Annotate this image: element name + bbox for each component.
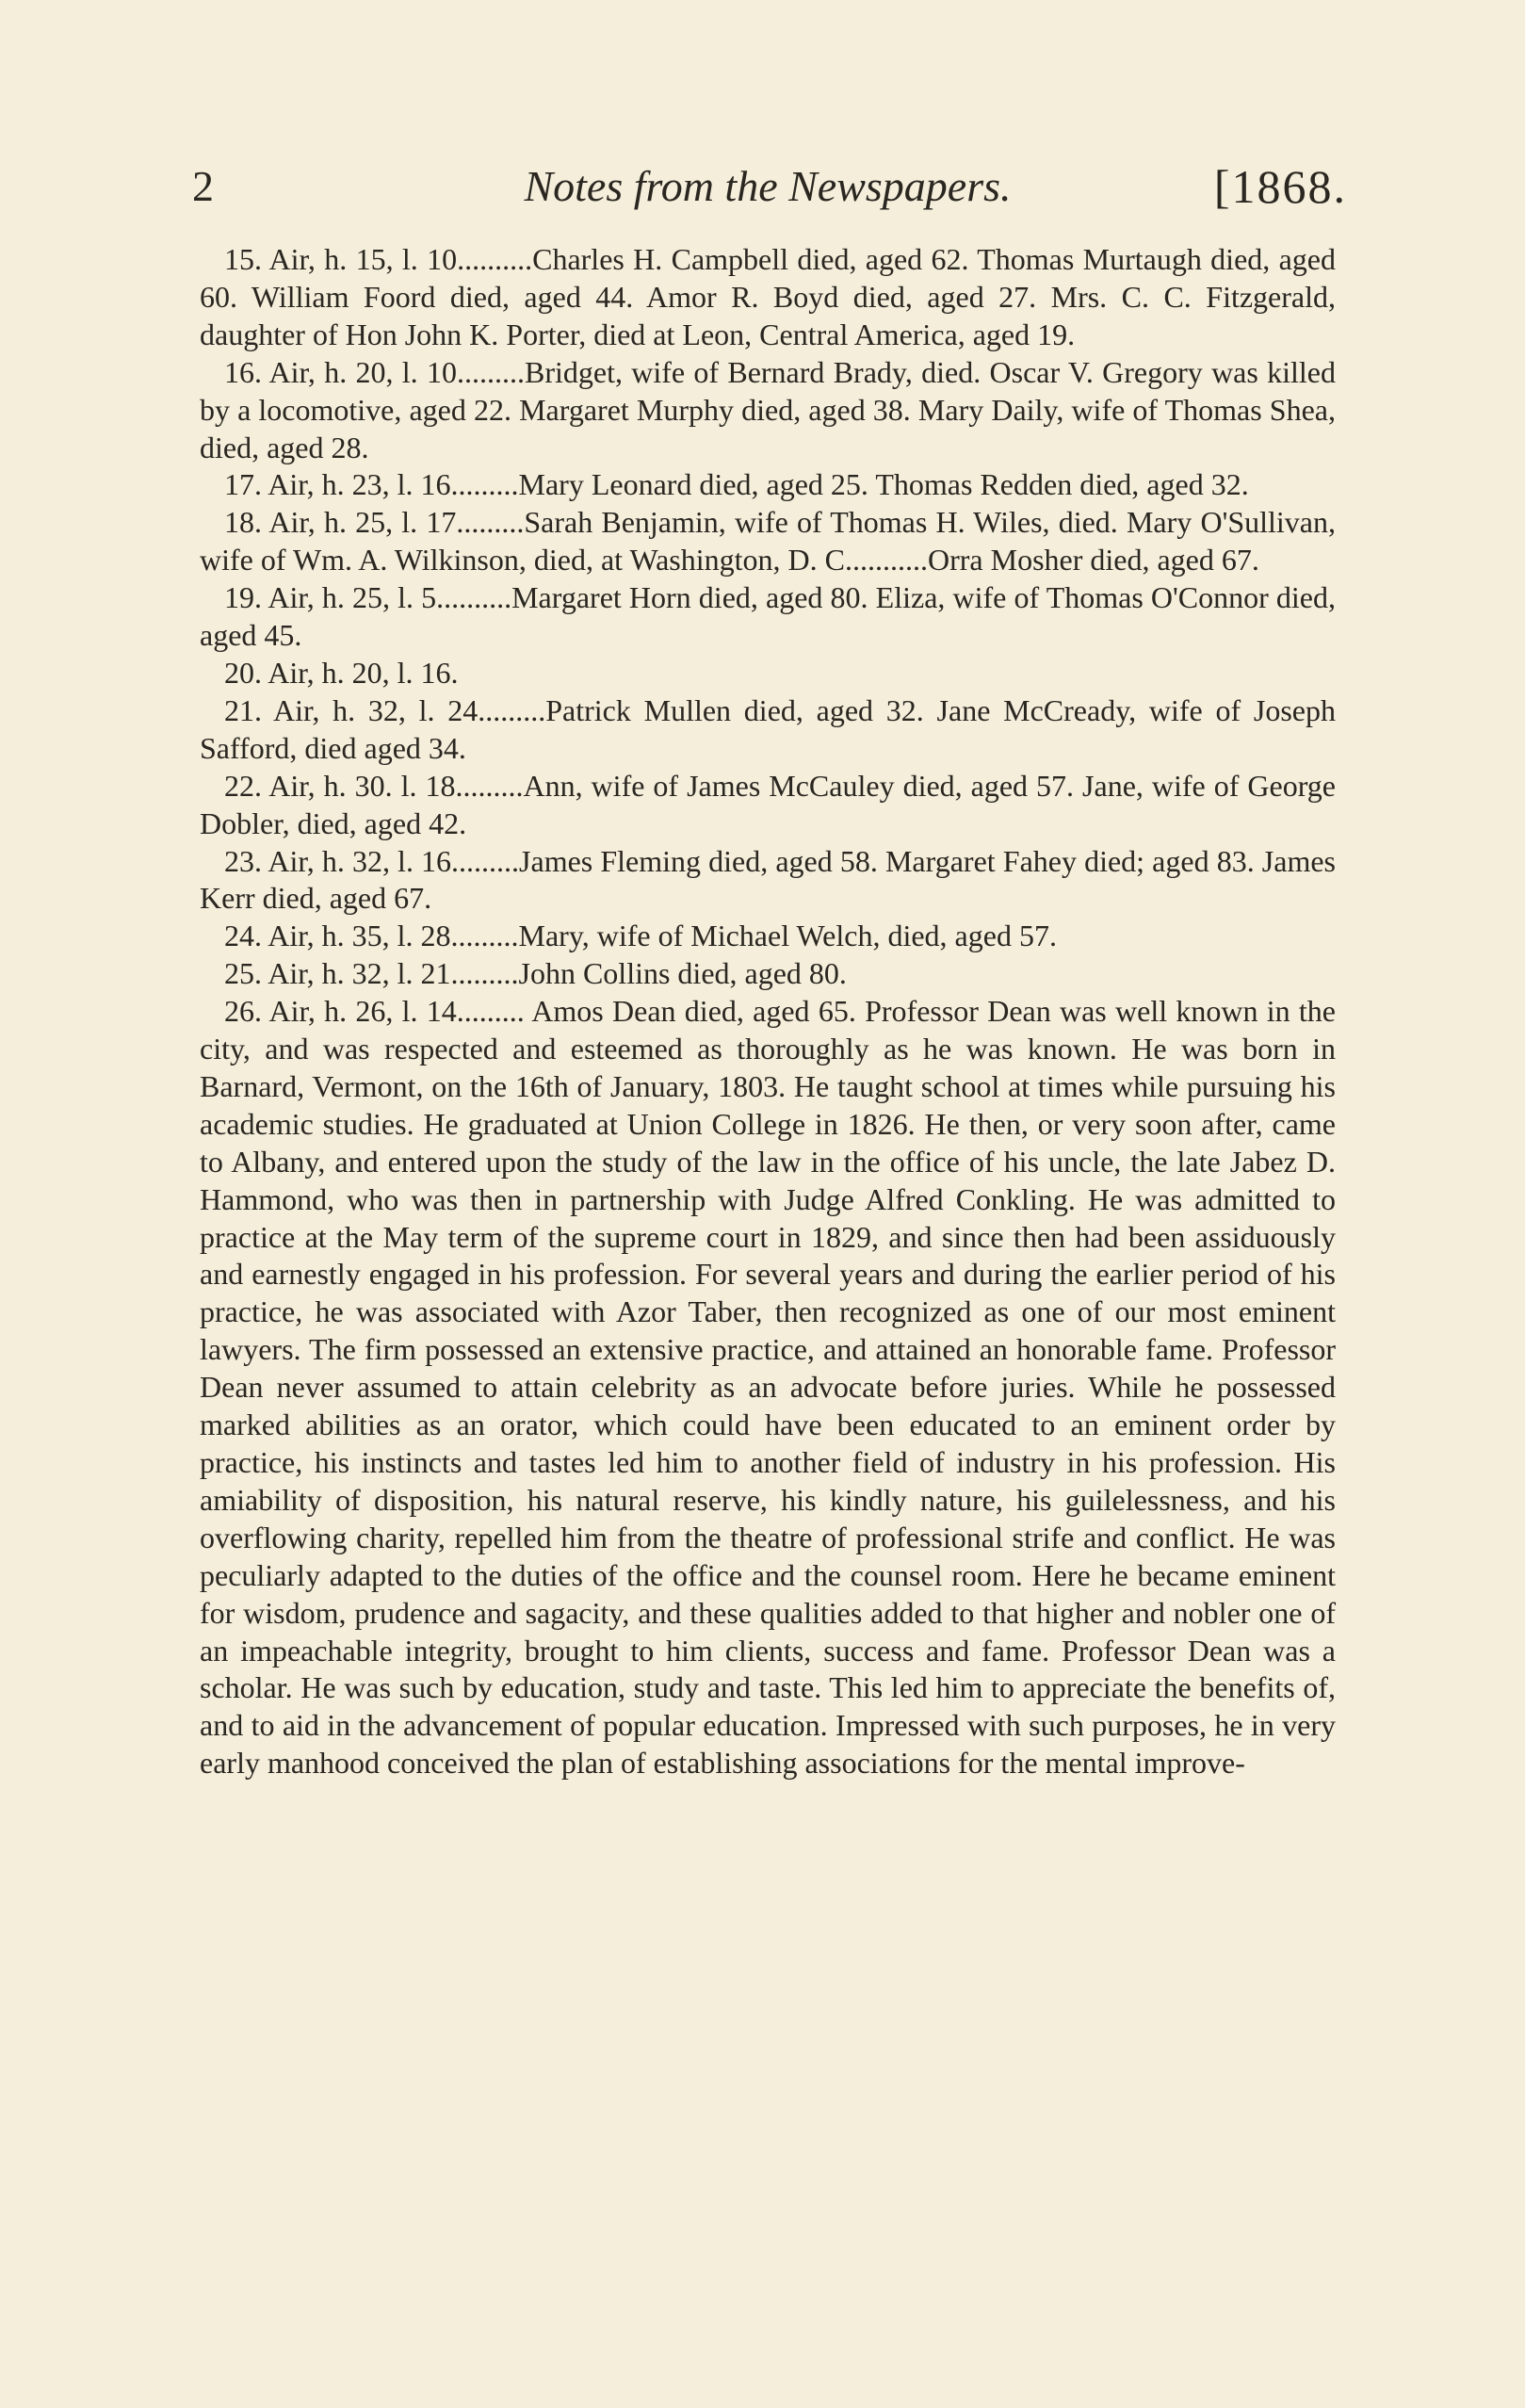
page-number: 2 — [192, 162, 214, 210]
entry-17: 17. Air, h. 23, l. 16.........Mary Leonard died, aged 25. Thomas Redden died, aged 32. — [224, 467, 1249, 502]
entry-22: 22. Air, h. 30. l. 18.........Ann, wife of James McCauley died, aged 57. Jane, wife of George Dobler, died, aged 42. — [200, 768, 1336, 840]
entry-16: 16. Air, h. 20, l. 10.........Bridget, wife of Bernard Brady, died. Oscar V. Gregory was killed by a locomotive, aged 22. Margaret Murphy died, aged 38. Mary Daily, wife of Thomas Shea, died, aged 28. — [200, 354, 1336, 464]
entry-20: 20. Air, h. 20, l. 16. — [224, 655, 459, 690]
entry-25: 25. Air, h. 32, l. 21.........John Collins died, aged 80. — [224, 956, 847, 991]
entry-21: 21. Air, h. 32, l. 24.........Patrick Mullen died, aged 32. Jane McCready, wife of Joseph Safford, died aged 34. — [200, 692, 1336, 765]
chronicle-text — [200, 241, 1336, 1782]
entry-26: 26. Air, h. 26, l. 14......... Amos Dean died, aged 65. Professor Dean was well known in the city, and was respected and esteemed as thoroughly as he was known. He was born in Barnard, Vermont, on the 16th of January, 1803. He taught school at times while pursuing his academic studies. He graduated at Union College in 1826. He then, or very soon after, came to Albany, and entered upon the study of the law in the office of his uncle, the late Jabez D. Hammond, who was then in partnership with Judge Alfred Conkling. He was admitted to practice at the May term of the supreme court in 1829, and since then had been assiduously and earnestly engaged in his profession. For several years and during the earlier period of his practice, he was associated with Azor Taber, then recognized as one of our most eminent lawyers. The firm possessed an extensive practice, and attained an honorable fame. Professor Dean never assumed to attain celebrity as an advocate before juries. While he possessed marked abilities as an orator, which could have been educated to an eminent order by practice, his instincts and tastes led him to another field of industry in his profession. His amiability of disposition, his natural reserve, his kindly nature, his guilelessness, and his overflowing charity, repelled him from the theatre of professional strife and conflict. He was peculiarly adapted to the duties of the office and the counsel room. Here he became eminent for wisdom, prudence and sagacity, and these qualities added to that higher and nobler one of an impeachable integrity, brought to him clients, success and fame. Professor Dean was a scholar. He was such by education, study and taste. This led him to appreciate the benefits of, and to aid in the advancement of popular education. Impressed with such purposes, he in very early manhood conceived the plan of establishing associations for the mental improve- — [200, 994, 1336, 1781]
header-year: [1868. — [1213, 160, 1347, 213]
entry-15: 15. Air, h. 15, l. 10..........Charles H. Campbell died, aged 62. Thomas Murtaugh died, aged 60. William Foord died, aged 44. Amor R. Boyd died, aged 27. Mrs. C. C. Fitzgerald, daughter of Hon John K. Porter, died at Leon, Central America, aged 19. — [200, 242, 1336, 351]
entry-24: 24. Air, h. 35, l. 28.........Mary, wife of Michael Welch, died, aged 57. — [224, 919, 1057, 953]
entry-19: 19. Air, h. 25, l. 5..........Margaret Horn died, aged 80. Eliza, wife of Thomas O'Connor died, aged 45. — [200, 580, 1336, 653]
entry-18: 18. Air, h. 25, l. 17.........Sarah Benjamin, wife of Thomas H. Wiles, died. Mary O'Sullivan, wife of Wm. A. Wilkinson, died, at Washington, D. C...........Orra Mosher died, aged 67. — [200, 505, 1336, 578]
entry-23: 23. Air, h. 32, l. 16.........James Fleming died, aged 58. Margaret Fahey died; aged 83. James Kerr died, aged 67. — [200, 843, 1336, 916]
page-header — [188, 149, 1347, 224]
running-title: Notes from the Newspapers. — [524, 162, 1012, 210]
